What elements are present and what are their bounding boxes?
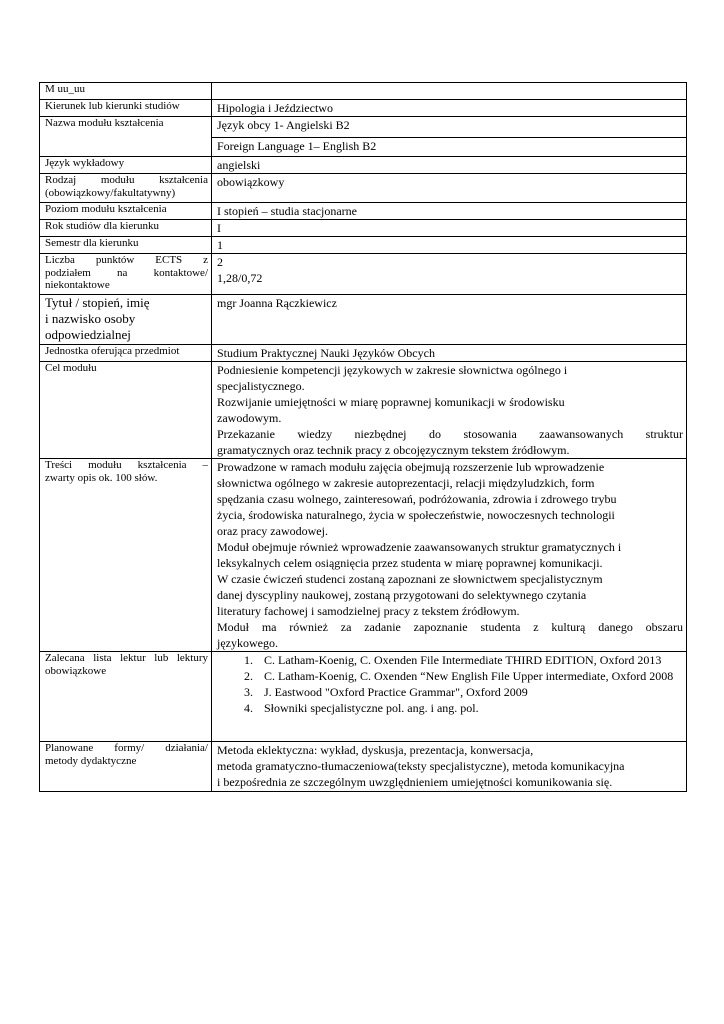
row-code	[40, 83, 687, 100]
module-name-en: Foreign Language 1– English B2	[212, 137, 686, 154]
lecturer-label	[40, 295, 212, 345]
reading-item: 1. C. Latham-Koenig, C. Oxenden File Intermediate THIRD EDITION, Oxford 2013	[256, 652, 683, 668]
syllabus-table	[39, 82, 687, 792]
content-line-8: W czasie ćwiczeń studenci zostaną zapoznani ze słownictwem specjalistycznym	[217, 572, 603, 586]
content-value	[212, 459, 687, 652]
module-level-label: Poziom modułu kształcenia	[40, 203, 212, 220]
reading-item: 4. Słowniki specjalistyczne pol. ang. i ang. pol.	[256, 700, 683, 716]
module-level-value: I stopień – studia stacjonarne	[212, 203, 687, 220]
methods-label-line1: Planowane formy/ działania/	[45, 742, 208, 754]
methods-value	[212, 742, 687, 792]
module-name-pl: Język obcy 1- Angielski B2	[217, 118, 350, 132]
row-content	[40, 459, 687, 652]
ects-value	[212, 254, 687, 295]
ects-label-line1: Liczba punktów ECTS z	[45, 254, 208, 266]
readings-value	[212, 652, 687, 742]
readings-list	[217, 652, 683, 716]
reading-item: 2. C. Latham-Koenig, C. Oxenden “New English File Upper intermediate, Oxford 2008	[256, 668, 683, 684]
row-field	[40, 100, 687, 117]
row-study-year	[40, 220, 687, 237]
methods-label-line2: metody dydaktyczne	[45, 754, 137, 767]
content-line-4: życia, środowiska naturalnego, życia w społeczeństwie, nowoczesnych technologii	[217, 508, 615, 522]
content-line-7: leksykalnych celem osiągnięcia przez studenta w miarę poprawnej komunikacji.	[217, 556, 603, 570]
readings-label	[40, 652, 212, 742]
ects-split: 1,28/0,72	[217, 271, 263, 285]
row-ects	[40, 254, 687, 295]
module-type-label	[40, 174, 212, 203]
content-line-11: Moduł ma również za zadanie zapoznanie studenta z kulturą danego obszaru	[217, 620, 683, 634]
content-line-6: Moduł obejmuje również wprowadzenie zaawansowanych struktur gramatycznych i	[217, 540, 622, 554]
methods-label	[40, 742, 212, 792]
field-label: Kierunek lub kierunki studiów	[40, 100, 212, 117]
goal-value	[212, 362, 687, 459]
lecturer-label-line1: Tytuł / stopień, imię	[45, 295, 150, 310]
ects-label	[40, 254, 212, 295]
lecture-language-value: angielski	[212, 157, 687, 174]
study-year-label: Rok studiów dla kierunku	[40, 220, 212, 237]
content-line-2: słownictwa ogólnego w zakresie autoprezentacji, relacji międzyludzkich, form	[217, 476, 595, 490]
ects-label-line2: podziałem na kontaktowe/	[45, 266, 208, 279]
code-label: M uu_uu	[40, 83, 212, 100]
row-module-type	[40, 174, 687, 203]
methods-line-3: i bezpośrednia ze szczególnym uwzględnieniem umiejętności komunikowania się.	[217, 775, 613, 789]
goal-line-2: specjalistycznego.	[217, 379, 305, 393]
content-line-10: literatury fachowej i samodzielnej pracy z tekstem źródłowym.	[217, 604, 520, 618]
row-lecture-language	[40, 157, 687, 174]
row-methods	[40, 742, 687, 792]
module-type-label-line1: Rodzaj modułu kształcenia	[45, 174, 208, 186]
content-label-line1: Treści modułu kształcenia –	[45, 459, 208, 471]
module-type-value: obowiązkowy	[212, 174, 687, 203]
row-unit	[40, 345, 687, 362]
content-line-1: Prowadzone w ramach modułu zajęcia obejmują rozszerzenie lub wprowadzenie	[217, 460, 605, 474]
ects-total: 2	[217, 255, 223, 269]
goal-line-1: Podniesienie kompetencji językowych w zakresie słownictwa ogólnego i	[217, 363, 568, 377]
content-label-line2: zwarty opis ok. 100 słów.	[45, 471, 158, 484]
semester-value: 1	[212, 237, 687, 254]
content-line-5: oraz pracy zawodowej.	[217, 524, 328, 538]
content-line-12: językowego.	[217, 636, 278, 650]
methods-line-1: Metoda eklektyczna: wykład, dyskusja, prezentacja, konwersacja,	[217, 743, 534, 757]
readings-label-line1: Zalecana lista lektur lub lektury	[45, 652, 208, 664]
content-label	[40, 459, 212, 652]
content-line-9: danej dyscypliny naukowej, zostaną przygotowani do selektywnego czytania	[217, 588, 587, 602]
readings-label-line2: obowiązkowe	[45, 664, 107, 677]
goal-line-5: Przekazanie wiedzy niezbędnej do stosowania zaawansowanych struktur	[217, 427, 683, 441]
semester-label: Semestr dla kierunku	[40, 237, 212, 254]
row-module-level	[40, 203, 687, 220]
goal-line-6: gramatycznych oraz technik pracy z obcojęzycznym tekstem źródłowym.	[217, 443, 570, 457]
row-goal	[40, 362, 687, 459]
goal-line-4: zawodowym.	[217, 411, 282, 425]
lecturer-value: mgr Joanna Rączkiewicz	[212, 295, 687, 345]
methods-line-2: metoda gramatyczno-tłumaczeniowa(teksty specjalistyczne), metoda komunikacyjna	[217, 759, 625, 773]
study-year-value: I	[212, 220, 687, 237]
ects-label-line3: niekontaktowe	[45, 279, 110, 292]
module-name-label: Nazwa modułu kształcenia	[40, 117, 212, 157]
field-value: Hipologia i Jeździectwo	[212, 100, 687, 117]
row-semester	[40, 237, 687, 254]
lecturer-label-line2: i nazwisko osoby	[45, 311, 136, 326]
module-type-label-line2: (obowiązkowy/fakultatywny)	[45, 186, 176, 199]
row-readings	[40, 652, 687, 742]
module-name-value	[212, 117, 687, 157]
lecturer-label-line3: odpowiedzialnej	[45, 327, 131, 342]
content-line-3: spędzania czasu wolnego, zainteresowań, podróżowania, zdrowia i zdrowego trybu	[217, 492, 617, 506]
code-value	[212, 83, 687, 100]
reading-item: 3. J. Eastwood "Oxford Practice Grammar", Oxford 2009	[256, 684, 683, 700]
goal-line-3: Rozwijanie umiejętności w miarę poprawnej komunikacji w środowisku	[217, 395, 565, 409]
unit-value: Studium Praktycznej Nauki Języków Obcych	[212, 345, 687, 362]
row-module-name	[40, 117, 687, 157]
goal-label: Cel modułu	[40, 362, 212, 459]
row-lecturer	[40, 295, 687, 345]
lecture-language-label: Język wykładowy	[40, 157, 212, 174]
unit-label: Jednostka oferująca przedmiot	[40, 345, 212, 362]
